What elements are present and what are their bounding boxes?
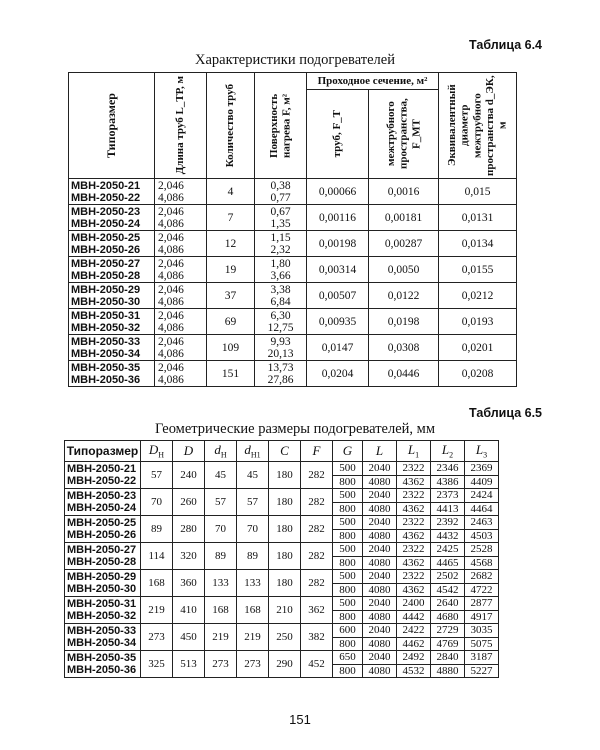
dn-cell: 273: [141, 624, 173, 651]
cell-line: МВН-2050-34: [71, 347, 141, 360]
cell-line: 27,86: [267, 373, 294, 386]
dh1-cell: 45: [237, 462, 269, 489]
table-row: [65, 624, 499, 638]
c-cell: 180: [269, 543, 301, 570]
diameter-cell: 0,0155: [439, 257, 517, 283]
table-6-5-number: Таблица 6.5: [469, 406, 542, 420]
fmt-cell: 0,0308: [369, 335, 439, 361]
type-cell: [69, 283, 155, 309]
cell-line: 3,38: [270, 283, 291, 296]
cell-line: МВН-2050-21: [67, 462, 137, 475]
dh1-cell: 273: [237, 651, 269, 678]
table-row: [69, 231, 517, 257]
c-cell: 180: [269, 489, 301, 516]
dh-cell: 133: [205, 570, 237, 597]
page-number: 151: [289, 712, 311, 727]
g-cell: 500: [333, 462, 363, 476]
cell-line: 2,046: [158, 335, 184, 348]
ft-cell: 0,00507: [307, 283, 369, 309]
table-row: [69, 309, 517, 335]
l1-cell: 2422: [397, 624, 431, 638]
l3-cell: 5227: [465, 664, 499, 678]
g-cell: 800: [333, 664, 363, 678]
cell-line: МВН-2050-33: [71, 335, 141, 348]
l1-cell: 2322: [397, 516, 431, 530]
l1-cell: 2492: [397, 651, 431, 665]
cell-line: МВН-2050-23: [71, 205, 141, 218]
l3-cell: 4917: [465, 610, 499, 624]
table-row: [65, 543, 499, 557]
cell-line: 2,046: [158, 361, 184, 374]
cell-line: 4,086: [158, 217, 184, 230]
table-row: [65, 651, 499, 665]
type-cell: [65, 624, 141, 651]
g-cell: 500: [333, 570, 363, 584]
dh-cell: 219: [205, 624, 237, 651]
dh-cell: 273: [205, 651, 237, 678]
length-cell: [155, 335, 207, 361]
ft-cell: 0,0147: [307, 335, 369, 361]
cell-line: 0,38: [270, 179, 291, 192]
cell-line: МВН-2050-24: [67, 502, 137, 514]
l-cell: 2040: [363, 516, 397, 530]
cell-line: 9,93: [270, 335, 291, 348]
dn-cell: 168: [141, 570, 173, 597]
cell-line: 2,046: [158, 179, 184, 192]
l1-cell: 4462: [397, 637, 431, 651]
d-cell: 320: [173, 543, 205, 570]
length-cell: [155, 179, 207, 205]
surface-cell: [255, 231, 307, 257]
cell-line: 13,73: [267, 361, 294, 374]
l2-cell: 4465: [431, 556, 465, 570]
fmt-cell: 0,00287: [369, 231, 439, 257]
l2-cell: 2640: [431, 597, 465, 611]
l1-cell: 4532: [397, 664, 431, 678]
l3-cell: 5075: [465, 637, 499, 651]
g-cell: 800: [333, 475, 363, 489]
cell-line: МВН-2050-25: [67, 516, 137, 529]
cell-line: МВН-2050-32: [71, 321, 141, 334]
l-cell: 4080: [363, 637, 397, 651]
cell-line: МВН-2050-30: [67, 583, 137, 595]
header-intertube-section: межтрубного пространства, F_МТ: [369, 90, 439, 179]
cell-line: 4,086: [158, 191, 184, 204]
surface-cell: [255, 257, 307, 283]
l-cell: 4080: [363, 529, 397, 543]
g-cell: 800: [333, 502, 363, 516]
cell-line: МВН-2050-34: [67, 637, 137, 649]
length-cell: [155, 205, 207, 231]
count-cell: 19: [207, 257, 255, 283]
fmt-cell: 0,0122: [369, 283, 439, 309]
cell-line: МВН-2050-29: [71, 283, 141, 296]
l3-cell: 2528: [465, 543, 499, 557]
header-length: Длина труб L_ТР, м: [155, 73, 207, 179]
header-type: Типоразмер: [65, 441, 141, 462]
cell-line: 1,35: [270, 217, 291, 230]
cell-line: МВН-2050-24: [71, 217, 141, 230]
header-g: G: [333, 441, 363, 462]
cell-line: МВН-2050-25: [71, 231, 141, 244]
cell-line: 0,67: [270, 205, 291, 218]
ft-cell: 0,00314: [307, 257, 369, 283]
c-cell: 210: [269, 597, 301, 624]
cell-line: 2,046: [158, 283, 184, 296]
cell-line: 4,086: [158, 243, 184, 256]
dh-cell: 45: [205, 462, 237, 489]
f-cell: 362: [301, 597, 333, 624]
type-cell: [65, 489, 141, 516]
g-cell: 500: [333, 597, 363, 611]
l1-cell: 4362: [397, 583, 431, 597]
type-cell: [65, 543, 141, 570]
diameter-cell: 0,0134: [439, 231, 517, 257]
cell-line: 4,086: [158, 321, 184, 334]
c-cell: 180: [269, 462, 301, 489]
g-cell: 500: [333, 543, 363, 557]
cell-line: МВН-2050-27: [67, 543, 137, 556]
l2-cell: 2502: [431, 570, 465, 584]
length-cell: [155, 283, 207, 309]
l3-cell: 2463: [465, 516, 499, 530]
c-cell: 180: [269, 516, 301, 543]
l1-cell: 4362: [397, 475, 431, 489]
l3-cell: 2877: [465, 597, 499, 611]
type-cell: [69, 361, 155, 387]
d-cell: 410: [173, 597, 205, 624]
type-cell: [69, 257, 155, 283]
cell-line: 2,046: [158, 257, 184, 270]
cell-line: МВН-2050-23: [67, 489, 137, 502]
cell-line: МВН-2050-28: [67, 556, 137, 568]
dh-cell: 57: [205, 489, 237, 516]
cell-line: МВН-2050-31: [67, 597, 137, 610]
f-cell: 282: [301, 462, 333, 489]
l2-cell: 2392: [431, 516, 465, 530]
dh1-cell: 168: [237, 597, 269, 624]
cell-line: 2,046: [158, 309, 184, 322]
cell-line: МВН-2050-22: [71, 191, 141, 204]
l-cell: 2040: [363, 543, 397, 557]
table-row: [69, 257, 517, 283]
cell-line: МВН-2050-31: [71, 309, 141, 322]
d-cell: 240: [173, 462, 205, 489]
f-cell: 282: [301, 570, 333, 597]
l3-cell: 4568: [465, 556, 499, 570]
cell-line: 4,086: [158, 347, 184, 360]
cell-line: 0,77: [270, 191, 291, 204]
type-cell: [69, 335, 155, 361]
dh1-cell: 219: [237, 624, 269, 651]
cell-line: МВН-2050-36: [67, 664, 137, 676]
g-cell: 800: [333, 529, 363, 543]
header-c: C: [269, 441, 301, 462]
l1-cell: 2322: [397, 543, 431, 557]
f-cell: 452: [301, 651, 333, 678]
type-cell: [69, 231, 155, 257]
l-cell: 4080: [363, 583, 397, 597]
l1-cell: 4362: [397, 529, 431, 543]
type-cell: [69, 309, 155, 335]
l3-cell: 2682: [465, 570, 499, 584]
ft-cell: 0,00935: [307, 309, 369, 335]
table-6-4-number: Таблица 6.4: [469, 38, 542, 52]
dn-cell: 89: [141, 516, 173, 543]
diameter-cell: 0,0212: [439, 283, 517, 309]
d-cell: 280: [173, 516, 205, 543]
cell-line: 3,66: [270, 269, 291, 282]
table-row: [69, 361, 517, 387]
c-cell: 250: [269, 624, 301, 651]
header-type: Типоразмер: [69, 73, 155, 179]
cell-line: МВН-2050-27: [71, 257, 141, 270]
table-row: [65, 597, 499, 611]
cell-line: МВН-2050-36: [71, 373, 141, 386]
l3-cell: 4409: [465, 475, 499, 489]
type-cell: [69, 205, 155, 231]
l2-cell: 4680: [431, 610, 465, 624]
l2-cell: 4769: [431, 637, 465, 651]
cell-line: МВН-2050-35: [67, 651, 137, 664]
header-l2: $L_2$: [431, 441, 465, 462]
l1-cell: 4362: [397, 502, 431, 516]
type-cell: [69, 179, 155, 205]
dn-cell: 70: [141, 489, 173, 516]
cell-line: МВН-2050-21: [71, 179, 141, 192]
type-cell: [65, 597, 141, 624]
l-cell: 2040: [363, 570, 397, 584]
l3-cell: 2369: [465, 462, 499, 476]
c-cell: 180: [269, 570, 301, 597]
table-row: [65, 516, 499, 530]
table-row: [69, 205, 517, 231]
cell-line: 1,15: [270, 231, 291, 244]
l3-cell: 3187: [465, 651, 499, 665]
l2-cell: 4542: [431, 583, 465, 597]
l2-cell: 2346: [431, 462, 465, 476]
g-cell: 600: [333, 624, 363, 638]
ft-cell: 0,00116: [307, 205, 369, 231]
type-cell: [65, 516, 141, 543]
header-d: D: [173, 441, 205, 462]
cell-line: МВН-2050-26: [71, 243, 141, 256]
table-row: [69, 283, 517, 309]
g-cell: 650: [333, 651, 363, 665]
l1-cell: 2400: [397, 597, 431, 611]
diameter-cell: 0,0201: [439, 335, 517, 361]
cell-line: 6,84: [270, 295, 291, 308]
l-cell: 4080: [363, 556, 397, 570]
count-cell: 151: [207, 361, 255, 387]
l2-cell: 2373: [431, 489, 465, 503]
length-cell: [155, 309, 207, 335]
dn-cell: 57: [141, 462, 173, 489]
l1-cell: 2322: [397, 462, 431, 476]
count-cell: 4: [207, 179, 255, 205]
f-cell: 382: [301, 624, 333, 651]
cell-line: 2,32: [270, 243, 291, 256]
f-cell: 282: [301, 543, 333, 570]
l2-cell: 4880: [431, 664, 465, 678]
l1-cell: 2322: [397, 489, 431, 503]
d-cell: 513: [173, 651, 205, 678]
dn-cell: 219: [141, 597, 173, 624]
dh1-cell: 89: [237, 543, 269, 570]
ft-cell: 0,00066: [307, 179, 369, 205]
g-cell: 800: [333, 556, 363, 570]
l3-cell: 4722: [465, 583, 499, 597]
cell-line: МВН-2050-26: [67, 529, 137, 541]
table-row: [69, 335, 517, 361]
table-6-4-title: Характеристики подогревателей: [195, 52, 395, 68]
cell-line: 4,086: [158, 295, 184, 308]
dh1-cell: 57: [237, 489, 269, 516]
l2-cell: 4413: [431, 502, 465, 516]
count-cell: 69: [207, 309, 255, 335]
dh1-cell: 70: [237, 516, 269, 543]
header-f: F: [301, 441, 333, 462]
header-flow-section: Проходное сечение, м²: [307, 73, 439, 90]
cell-line: МВН-2050-35: [71, 361, 141, 374]
count-cell: 37: [207, 283, 255, 309]
table-row: [65, 462, 499, 476]
l-cell: 4080: [363, 610, 397, 624]
header-dn: $D_Н$: [141, 441, 173, 462]
fmt-cell: 0,0016: [369, 179, 439, 205]
surface-cell: [255, 335, 307, 361]
cell-line: 1,80: [270, 257, 291, 270]
header-tubes-section: труб, F_T: [307, 90, 369, 179]
l2-cell: 4386: [431, 475, 465, 489]
g-cell: 500: [333, 489, 363, 503]
type-cell: [65, 651, 141, 678]
fmt-cell: 0,0198: [369, 309, 439, 335]
l-cell: 4080: [363, 475, 397, 489]
surface-cell: [255, 283, 307, 309]
l-cell: 4080: [363, 664, 397, 678]
length-cell: [155, 361, 207, 387]
header-l: L: [363, 441, 397, 462]
count-cell: 7: [207, 205, 255, 231]
l-cell: 4080: [363, 502, 397, 516]
surface-cell: [255, 361, 307, 387]
l2-cell: 2840: [431, 651, 465, 665]
ft-cell: 0,0204: [307, 361, 369, 387]
l1-cell: 4442: [397, 610, 431, 624]
table-row: [65, 570, 499, 584]
cell-line: 6,30: [270, 309, 291, 322]
cell-line: МВН-2050-29: [67, 570, 137, 583]
count-cell: 109: [207, 335, 255, 361]
cell-line: 4,086: [158, 373, 184, 386]
diameter-cell: 0,0131: [439, 205, 517, 231]
l-cell: 2040: [363, 597, 397, 611]
length-cell: [155, 257, 207, 283]
header-count: Количество труб: [207, 73, 255, 179]
table-6-5-title: Геометрические размеры подогревателей, мм: [154, 421, 436, 437]
cell-line: 20,13: [267, 347, 294, 360]
g-cell: 800: [333, 637, 363, 651]
g-cell: 800: [333, 583, 363, 597]
fmt-cell: 0,00181: [369, 205, 439, 231]
type-cell: [65, 462, 141, 489]
dn-cell: 114: [141, 543, 173, 570]
cell-line: МВН-2050-22: [67, 475, 137, 487]
heater-dimensions-table: [64, 440, 499, 678]
cell-line: 4,086: [158, 269, 184, 282]
dh-cell: 168: [205, 597, 237, 624]
d-cell: 450: [173, 624, 205, 651]
fmt-cell: 0,0050: [369, 257, 439, 283]
l1-cell: 4362: [397, 556, 431, 570]
header-l1: $L_1$: [397, 441, 431, 462]
g-cell: 500: [333, 516, 363, 530]
d-cell: 260: [173, 489, 205, 516]
ft-cell: 0,00198: [307, 231, 369, 257]
c-cell: 290: [269, 651, 301, 678]
fmt-cell: 0,0446: [369, 361, 439, 387]
header-l3: $L_3$: [465, 441, 499, 462]
g-cell: 800: [333, 610, 363, 624]
l2-cell: 2729: [431, 624, 465, 638]
dh1-cell: 133: [237, 570, 269, 597]
l3-cell: 4503: [465, 529, 499, 543]
l2-cell: 4432: [431, 529, 465, 543]
l-cell: 2040: [363, 462, 397, 476]
header-dh: $d_Н$: [205, 441, 237, 462]
table-row: [65, 489, 499, 503]
surface-cell: [255, 309, 307, 335]
l3-cell: 4464: [465, 502, 499, 516]
cell-line: МВН-2050-33: [67, 624, 137, 637]
l-cell: 2040: [363, 489, 397, 503]
d-cell: 360: [173, 570, 205, 597]
heater-characteristics-table: [68, 72, 517, 387]
cell-line: МВН-2050-30: [71, 295, 141, 308]
l2-cell: 2425: [431, 543, 465, 557]
l3-cell: 3035: [465, 624, 499, 638]
table-row: [69, 179, 517, 205]
l-cell: 2040: [363, 624, 397, 638]
surface-cell: [255, 179, 307, 205]
surface-cell: [255, 205, 307, 231]
type-cell: [65, 570, 141, 597]
dh-cell: 70: [205, 516, 237, 543]
dn-cell: 325: [141, 651, 173, 678]
f-cell: 282: [301, 489, 333, 516]
dh-cell: 89: [205, 543, 237, 570]
count-cell: 12: [207, 231, 255, 257]
diameter-cell: 0,0193: [439, 309, 517, 335]
f-cell: 282: [301, 516, 333, 543]
cell-line: МВН-2050-28: [71, 269, 141, 282]
l1-cell: 2322: [397, 570, 431, 584]
header-surface: Поверхность нагрева F, м²: [255, 73, 307, 179]
diameter-cell: 0,015: [439, 179, 517, 205]
diameter-cell: 0,0208: [439, 361, 517, 387]
cell-line: 2,046: [158, 231, 184, 244]
header-equiv-diameter: Эквивалентный диаметр межтрубного пространства d_ЭК, м: [439, 73, 517, 179]
l3-cell: 2424: [465, 489, 499, 503]
length-cell: [155, 231, 207, 257]
cell-line: 2,046: [158, 205, 184, 218]
cell-line: 12,75: [267, 321, 294, 334]
header-dh1: $d_{Н1}$: [237, 441, 269, 462]
cell-line: МВН-2050-32: [67, 610, 137, 622]
l-cell: 2040: [363, 651, 397, 665]
